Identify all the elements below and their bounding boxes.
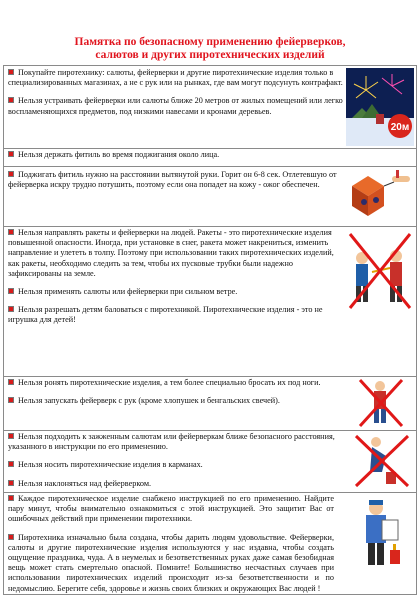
page-title <box>40 36 380 62</box>
bullet-icon <box>8 534 14 540</box>
bullet-icon <box>8 495 14 501</box>
read-instructions-illustration <box>346 494 414 596</box>
memo-row-6 <box>4 430 416 493</box>
bullet-icon <box>8 480 14 486</box>
title-line-2: салютов и других пиротехнических изделий <box>95 49 325 61</box>
memo-table <box>3 65 417 595</box>
memo-item: Нельзя наклоняться над фейерверком. <box>6 479 344 489</box>
memo-item: Нельзя направлять ракеты и фейерверки на людей. Ракеты - это пиротехнические изделия повышенной опасности. Иногда, при установке в снег, ракета может накрениться, изменить направление и улететь в толпу. Поэтому при использовании таких пиротехнических изделий, как ракеты, необходимо следить за тем, чтобы их пусковые трубки были надежно зафиксированы на земле. <box>8 228 334 278</box>
memo-row-5 <box>4 376 416 431</box>
memo-item: Пиротехника изначально была создана, чтобы дарить людям удовольствие. Фейерверки, салюты и другие пиротехнические изделия используются у нас издавна, чтобы создать ощущение праздника, чуда. А в неумелых и безответственных руках даже самая безобидная вещь может стать смертельно опасной. Помните! Большинство несчастных случаев при использовании пиротехнических изделий происходит из-за безответственности и по недомыслию. Берегите себя, здоровье и жизнь своих близких и окружающих Вас людей ! <box>8 532 334 593</box>
memo-item: Нельзя держать фитиль во время поджигания около лица. <box>6 150 344 160</box>
memo-item: Нельзя носить пиротехнические изделия в карманах. <box>6 460 344 470</box>
memo-item: Каждое пиротехническое изделие снабжено инструкцией по его применению. Найдите пару минут, чтобы внимательно ознакомиться с этой инструкцией. Это защитит Вас от ошибочных действий при применении пиротехники. <box>8 494 334 524</box>
bullet-icon <box>8 229 14 235</box>
bullet-icon <box>8 151 14 157</box>
bullet-icon <box>8 433 14 439</box>
distance-badge: 20м <box>390 122 410 133</box>
bullet-icon <box>8 461 14 467</box>
memo-row-3 <box>4 166 416 227</box>
memo-row-4 <box>4 226 416 377</box>
memo-row-7 <box>4 492 416 594</box>
memo-row-1 <box>4 66 416 149</box>
bullet-icon <box>8 306 14 312</box>
memo-item: Нельзя ронять пиротехнические изделия, а тем более специально бросать их под ноги. <box>6 378 344 388</box>
rocket-at-people-illustration <box>346 228 414 378</box>
bullet-icon <box>8 288 14 294</box>
do-not-lean-illustration <box>346 432 414 494</box>
bullet-icon <box>8 69 14 75</box>
bullet-icon <box>8 171 14 177</box>
memo-item: Нельзя запускать фейерверк с рук (кроме хлопушек и бенгальских свечей). <box>6 396 344 406</box>
memo-item: Нельзя разрешать детям баловаться с пиротехникой. Пиротехнические изделия - это не игрушка для детей! <box>8 305 323 325</box>
memo-item: Нельзя применять салюты или фейерверки при сильном ветре. <box>6 287 344 297</box>
memo-item: Покупайте пиротехнику: салюты, фейерверки и другие пиротехнические изделия только в специализированных магазинах, а не с рук или на рынках, где вам могут подсунуть контрафакт. <box>8 68 343 88</box>
title-line-1: Памятка по безопасному применению фейерверков, <box>74 36 346 48</box>
bullet-icon <box>8 97 14 103</box>
fireworks-illustration <box>346 68 414 150</box>
lighting-fuse-illustration <box>346 168 414 228</box>
memo-row-2 <box>4 148 416 167</box>
bullet-icon <box>8 397 14 403</box>
memo-item: Нельзя устраивать фейерверки или салюты ближе 20 метров от жилых помещений или легко воспламеняющихся предметов, под низкими навесами и кронами деревьев. <box>8 96 343 116</box>
memo-item: Нельзя подходить к зажженным салютам или фейерверкам ближе безопасного расстояния, указанного в инструкции по его применению. <box>8 432 335 452</box>
no-throwing-illustration <box>346 378 414 432</box>
bullet-icon <box>8 379 14 385</box>
memo-item: Поджигать фитиль нужно на расстоянии вытянутой руки. Горит он 6-8 сек. Отлетевшую от фейерверка искру трудно потушить, поэтому если она попадет на кожу - ожог обеспечен. <box>8 170 337 190</box>
